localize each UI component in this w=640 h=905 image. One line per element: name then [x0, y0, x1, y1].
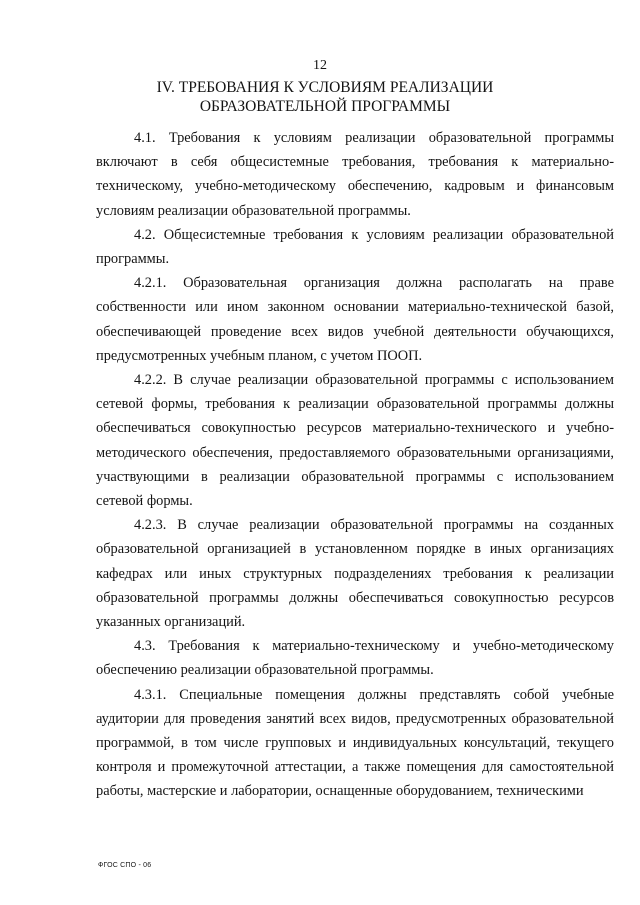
- section-title: IV. ТРЕБОВАНИЯ К УСЛОВИЯМ РЕАЛИЗАЦИИ ОБРАЗОВАТЕЛЬНОЙ ПРОГРАММЫ: [156, 79, 494, 115]
- page-number: 12: [313, 58, 327, 73]
- paragraph-4-2: 4.2. Общесистемные требования к условиям реализации образовательной программы.: [96, 226, 614, 268]
- body-text: [96, 126, 614, 804]
- paragraph-4-2-3: 4.2.3. В случае реализации образовательной программы на созданных образовательной организацией в установленном порядке в иных организациях кафедрах или иных структурных подразделениях требования к реализации образовательной программы должны обеспечиваться совокупностью ресурсов указанных организаций.: [96, 517, 614, 631]
- paragraph-4-1: 4.1. Требования к условиям реализации образовательной программы включают в себя общесистемные требования, требования к материально-техническому, учебно-методическому обеспечению, кадровым и финансовым условиям реализации образовательной программы.: [96, 130, 614, 219]
- footer-label: ФГОС СПО - 06: [98, 862, 152, 869]
- paragraph-4-3: 4.3. Требования к материально-техническому и учебно-методическому обеспечению реализации образовательной программы.: [96, 638, 614, 679]
- paragraph-4-2-1: 4.2.1. Образовательная организация должна располагать на праве собственности или ином законном основании материально-технической базой, обеспечивающей проведение всех видов учебной деятельности обучающихся, предусмотренных учебным планом, с учетом ПООП.: [96, 275, 614, 364]
- paragraph-4-2-2: 4.2.2. В случае реализации образовательной программы с использованием сетевой формы, требования к реализации образовательной программы должны обеспечиваться совокупностью ресурсов материально-технического и учебно-методического обеспечения, предоставляемого образовательными организациями, участвующими в реализации образовательной программы с использованием сетевой формы.: [96, 372, 614, 510]
- paragraph-4-3-1: 4.3.1. Специальные помещения должны представлять собой учебные аудитории для проведения занятий всех видов, предусмотренных образовательной программой, в том числе групповых и индивидуальных консультаций, текущего контроля и промежуточной аттестации, а также помещения для самостоятельной работы, мастерские и лаборатории, оснащенные оборудованием, техническими: [96, 686, 614, 800]
